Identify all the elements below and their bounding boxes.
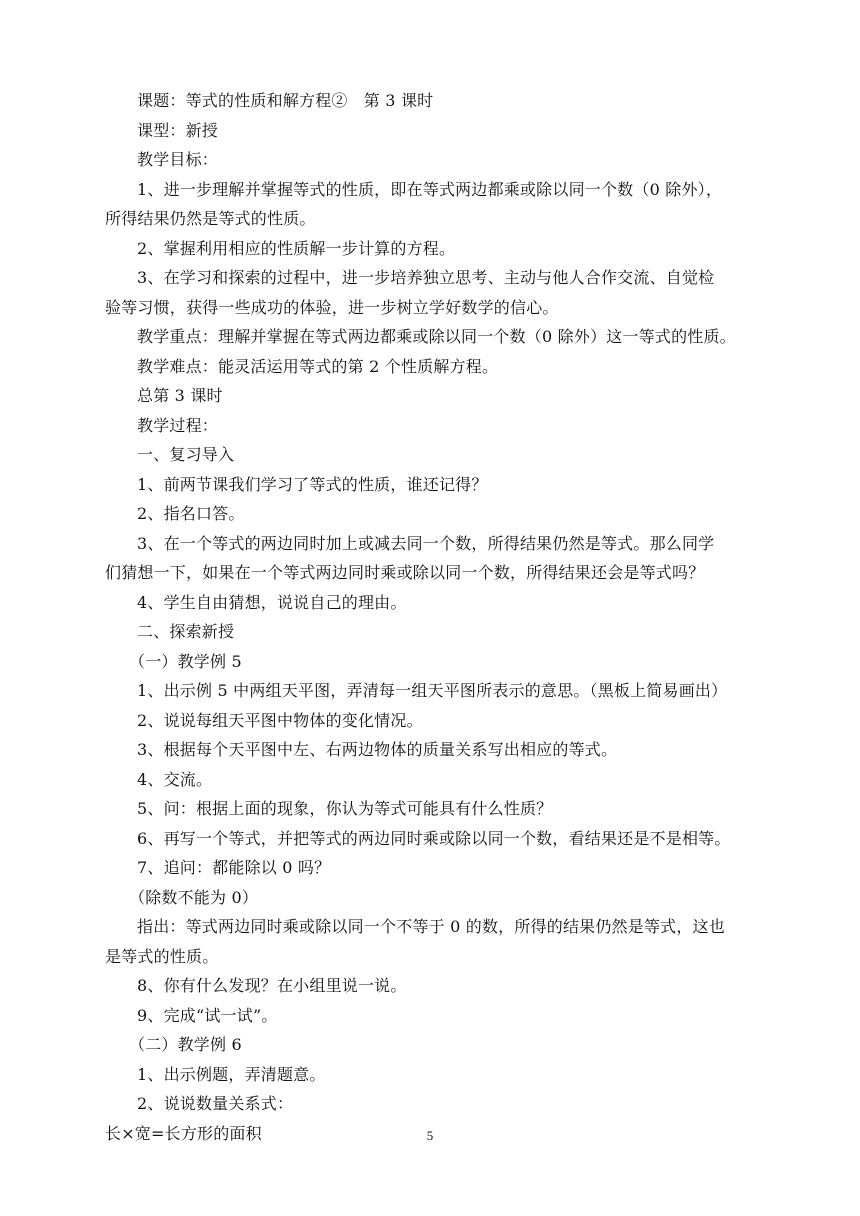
example-5-item-4: 4、交流。 — [137, 769, 213, 789]
difficulty: 教学难点：能灵活运用等式的第 2 个性质解方程。 — [137, 356, 499, 376]
key-point: 教学重点：理解并掌握在等式两边都乘或除以同一个数（0 除外）这一等式的性质。 — [137, 327, 736, 346]
objective-1-cont: 所得结果仍然是等式的性质。 — [105, 209, 316, 228]
review-item-4: 4、学生自由猜想，说说自己的理由。 — [137, 592, 407, 612]
conclusion: 指出：等式两边同时乘或除以同一个不等于 0 的数，所得的结果仍然是等式，这也 — [137, 917, 725, 936]
example-5-item-9: 9、完成“试一试”。 — [137, 1005, 278, 1025]
example-6-item-1: 1、出示例题，弄清题意。 — [137, 1064, 326, 1084]
example-6-item-2: 2、说说数量关系式： — [137, 1094, 294, 1113]
lesson-type: 课型：新授 — [137, 120, 219, 140]
lesson-title: 课题：等式的性质和解方程② 第 3 课时 — [137, 91, 434, 110]
example-5-item-7: 7、追问：都能除以 0 吗？ — [137, 858, 331, 877]
process-heading: 教学过程： — [137, 415, 219, 435]
review-item-3: 3、在一个等式的两边同时加上或减去同一个数，所得结果仍然是等式。那么同学 — [137, 533, 715, 553]
section-explore: 二、探索新授 — [137, 622, 235, 641]
lesson-plan-text — [105, 86, 777, 1148]
example-5-item-5: 5、问：根据上面的现象，你认为等式可能具有什么性质？ — [137, 799, 553, 818]
review-item-3-cont: 们猜想一下，如果在一个等式两边同时乘或除以同一个数，所得结果还会是等式吗？ — [105, 563, 705, 582]
review-item-1: 1、前两节课我们学习了等式的性质，谁还记得？ — [137, 474, 488, 494]
divisor-note: （除数不能为 0） — [129, 887, 259, 907]
example-5-item-1: 1、出示例 5 中两组天平图，弄清每一组天平图所表示的意思。（黑板上简易画出） — [137, 681, 728, 700]
example-5-item-2: 2、说说每组天平图中物体的变化情况。 — [137, 710, 423, 730]
example-5-heading: （一）教学例 5 — [129, 651, 242, 671]
page-number: 5 — [426, 1128, 434, 1143]
example-5-item-8: 8、你有什么发现？在小组里说一说。 — [137, 976, 407, 995]
objective-2: 2、掌握利用相应的性质解一步计算的方程。 — [137, 238, 456, 258]
total-lessons: 总第 3 课时 — [137, 386, 223, 405]
conclusion-cont: 是等式的性质。 — [105, 946, 219, 966]
formula-line: 长×宽=长方形的面积 — [105, 1123, 262, 1143]
example-5-item-6: 6、再写一个等式，并把等式的两边同时乘或除以同一个数，看结果还是不是相等。 — [137, 828, 731, 848]
objective-1: 1、进一步理解并掌握等式的性质，即在等式两边都乘或除以同一个数（0 除外）， — [137, 179, 723, 199]
section-review: 一、复习导入 — [137, 445, 235, 464]
objective-3: 3、在学习和探索的过程中，进一步培养独立思考、主动与他人合作交流、自觉检 — [137, 268, 715, 287]
example-5-item-3: 3、根据每个天平图中左、右两边物体的质量关系写出相应的等式。 — [137, 740, 618, 759]
example-6-heading: （二）教学例 6 — [129, 1035, 242, 1054]
review-item-2: 2、指名口答。 — [137, 504, 245, 523]
objective-3-cont: 验等习惯，获得一些成功的体验，进一步树立学好数学的信心。 — [105, 297, 559, 317]
objectives-heading: 教学目标： — [137, 150, 219, 169]
